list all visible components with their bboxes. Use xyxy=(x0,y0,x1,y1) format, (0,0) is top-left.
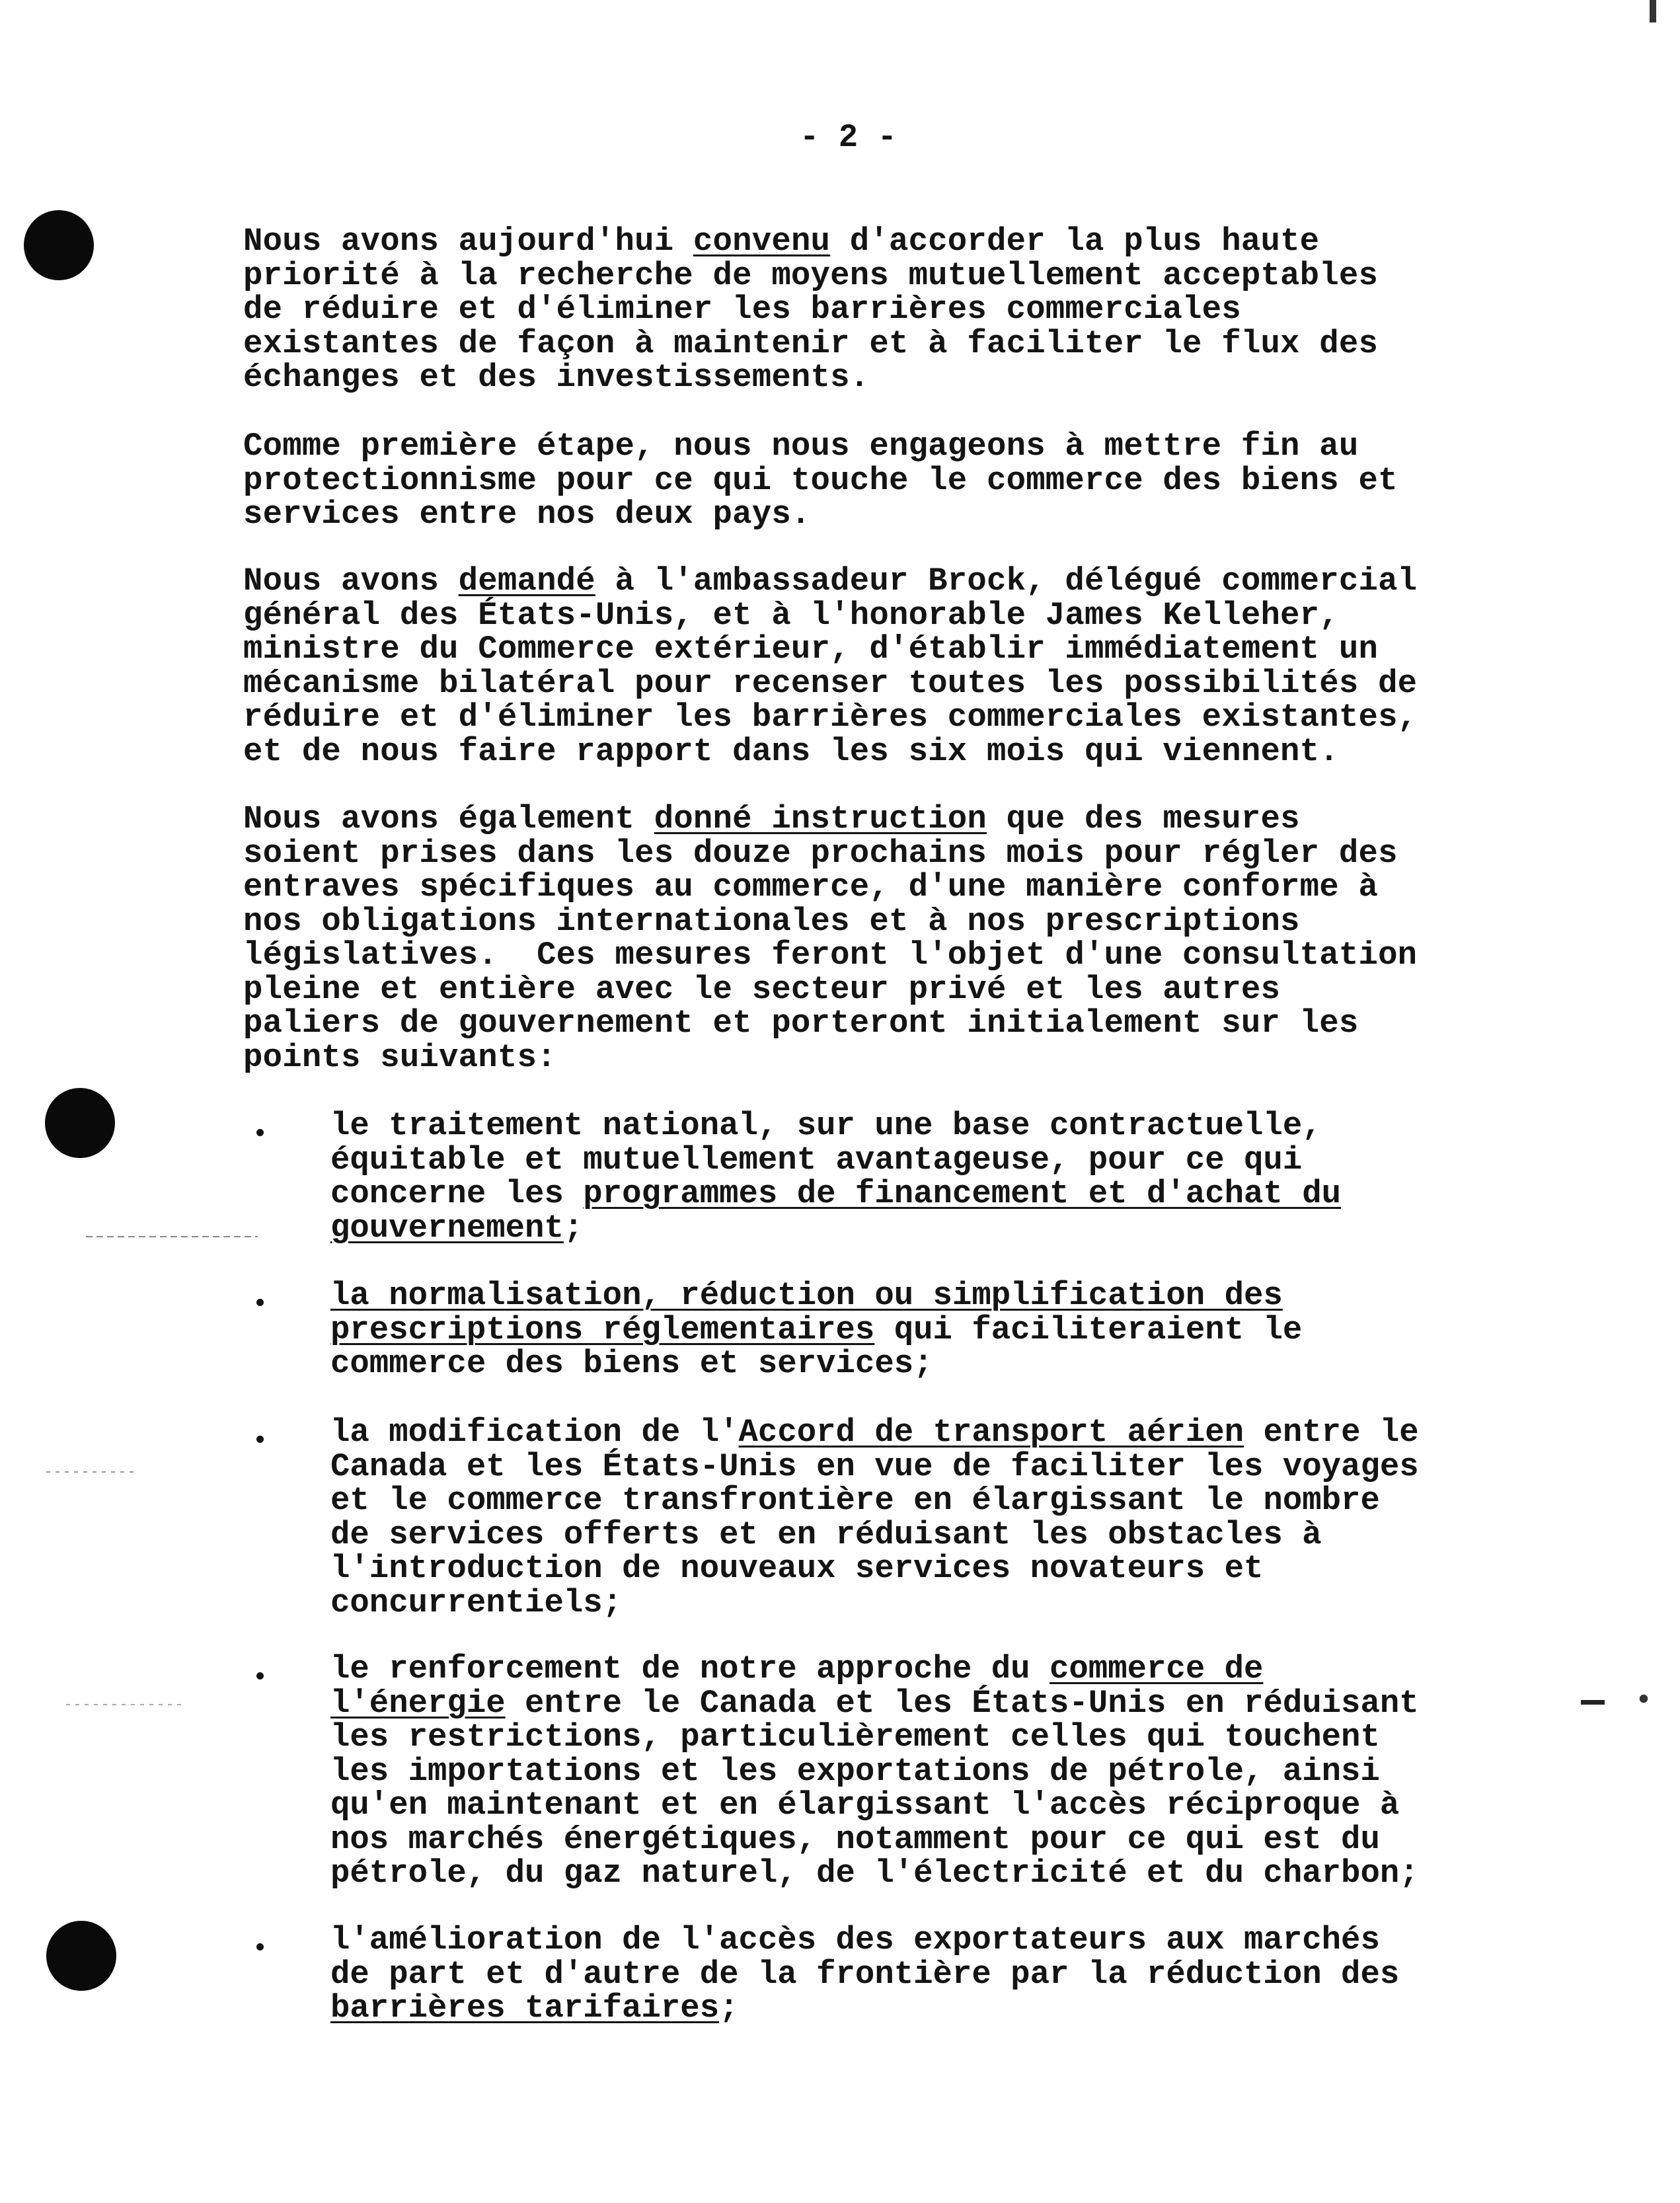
text-line xyxy=(330,1143,1341,1178)
paragraph xyxy=(243,802,1472,1075)
text-line xyxy=(243,732,1472,770)
punch-hole xyxy=(24,210,94,280)
text-run: commerce des biens et services; xyxy=(330,1345,933,1382)
paragraph xyxy=(243,430,1472,532)
text-line xyxy=(243,327,1472,362)
text-run: pétrole, du gaz naturel, de l'électricité et du charbon; xyxy=(330,1855,1419,1892)
text-run: protectionnisme pour ce qui touche le commerce des biens et xyxy=(243,461,1398,499)
text-line xyxy=(243,1007,1472,1041)
scan-mark xyxy=(86,1236,258,1237)
underlined-text: barrières tarifaires xyxy=(330,1990,720,2027)
text-line xyxy=(243,430,1472,464)
text-line xyxy=(330,1586,1419,1621)
bullet-dot xyxy=(256,1129,264,1136)
text-line xyxy=(330,1991,1399,2026)
text-line xyxy=(243,939,1472,973)
underlined-text: l'énergie xyxy=(330,1684,506,1722)
text-line xyxy=(330,1720,1419,1755)
text-run: et de nous faire rapport dans les six mois qui viennent. xyxy=(243,732,1339,770)
text-line xyxy=(243,970,1472,1008)
text-run: réduire et d'éliminer les barrières commerciales existantes, xyxy=(243,699,1418,736)
text-run: mécanisme bilatéral pour recenser toutes les possibilités de xyxy=(243,664,1418,702)
text-line xyxy=(243,596,1472,634)
scan-mark xyxy=(66,1704,185,1705)
text-run: Canada et les États-Unis en vue de faciliter les voyages xyxy=(330,1448,1419,1485)
text-run: et le commerce transfrontière en élargissant le nombre xyxy=(330,1482,1380,1519)
text-run: la modification de l' xyxy=(330,1414,739,1451)
text-run: les restrictions, particulièrement celles qui touchent xyxy=(330,1719,1380,1756)
text-run: concerne les xyxy=(330,1175,584,1212)
text-line xyxy=(330,1416,1419,1450)
bullet-dot xyxy=(256,1943,264,1951)
bullet-text xyxy=(330,1416,1419,1620)
text-run: nos marchés énergétiques, notamment pour ce qui est du xyxy=(330,1820,1380,1858)
text-run: existantes de façon à maintenir et à faciliter le flux des xyxy=(243,325,1379,362)
scan-mark xyxy=(1635,1693,1652,1704)
bullet-text xyxy=(330,1652,1419,1891)
text-run: le traitement national, sur une base contractuelle, xyxy=(330,1107,1322,1144)
underlined-text: Accord de transport aérien xyxy=(738,1414,1244,1451)
text-line xyxy=(243,1038,1472,1076)
text-line xyxy=(330,1923,1399,1958)
text-run: priorité à la recherche de moyens mutuellement acceptables xyxy=(243,256,1379,294)
underlined-text: gouvernement xyxy=(330,1209,564,1247)
bullet-dot xyxy=(256,1436,264,1443)
text-line xyxy=(243,256,1472,294)
bullet-dot xyxy=(256,1299,264,1306)
text-run: Nous avons xyxy=(243,562,459,599)
text-run: que des mesures xyxy=(987,800,1300,837)
scan-mark xyxy=(46,1471,139,1473)
text-line xyxy=(330,1518,1419,1553)
text-run: ministre du Commerce extérieur, d'établir immédiatement un xyxy=(243,631,1379,668)
paragraph xyxy=(243,225,1472,395)
scan-mark xyxy=(1650,0,1656,22)
text-run: soient prises dans les douze prochains mois pour régler des xyxy=(243,834,1398,872)
text-line xyxy=(330,1450,1419,1485)
text-line xyxy=(243,498,1472,532)
text-run: entraves spécifiques au commerce, d'une manière conforme à xyxy=(243,869,1379,906)
underlined-text: convenu xyxy=(693,223,831,260)
underlined-text: programmes de financement et d'achat du xyxy=(583,1175,1342,1212)
text-run: de part et d'autre de la frontière par la réduction des xyxy=(330,1955,1400,1993)
text-run: qu'en maintenant et en élargissant l'accès réciproque à xyxy=(330,1787,1400,1824)
text-line xyxy=(330,1652,1419,1687)
text-line xyxy=(330,1109,1341,1143)
text-run: qui faciliteraient le xyxy=(874,1311,1303,1348)
text-line xyxy=(243,701,1472,735)
text-run: d'accorder la plus haute xyxy=(830,223,1320,260)
text-line xyxy=(330,1279,1302,1313)
text-line xyxy=(330,1684,1419,1722)
text-line xyxy=(330,1789,1419,1823)
text-run: les importations et les exportations de pétrole, ainsi xyxy=(330,1752,1380,1790)
text-run: pleine et entière avec le secteur privé et les autres xyxy=(243,970,1281,1008)
text-run: de services offerts et en réduisant les obstacles à xyxy=(330,1516,1322,1553)
text-line xyxy=(330,1752,1419,1790)
text-run: législatives. Ces mesures feront l'objet d'une consultation xyxy=(243,937,1418,974)
underlined-text: commerce de xyxy=(1049,1650,1264,1687)
text-line xyxy=(243,902,1472,940)
text-line xyxy=(330,1313,1302,1348)
text-line xyxy=(243,361,1472,395)
text-line xyxy=(243,633,1472,667)
text-line xyxy=(330,1857,1419,1891)
text-run: général des États-Unis, et à l'honorable James Kelleher, xyxy=(243,596,1339,634)
text-run: ; xyxy=(563,1209,584,1247)
text-run: nos obligations internationales et à nos prescriptions xyxy=(243,902,1300,940)
text-run: l'introduction de nouveaux services novateurs et xyxy=(330,1550,1264,1587)
text-line xyxy=(243,293,1472,327)
bullet-text xyxy=(330,1923,1399,2026)
text-line xyxy=(330,1177,1341,1212)
text-run: paliers de gouvernement et porteront initialement sur les xyxy=(243,1005,1359,1042)
underlined-text: la normalisation, réduction ou simplification des xyxy=(330,1277,1283,1314)
text-run: de réduire et d'éliminer les barrières commerciales xyxy=(243,291,1241,328)
text-line xyxy=(330,1209,1341,1247)
text-line xyxy=(330,1955,1400,1993)
underlined-text: prescriptions réglementaires xyxy=(330,1311,875,1348)
text-line xyxy=(330,1820,1419,1858)
text-line xyxy=(330,1347,1302,1381)
text-run: Comme première étape, nous nous engageons à mettre fin au xyxy=(243,428,1359,465)
text-run: l'amélioration de l'accès des exportateurs aux marchés xyxy=(330,1921,1380,1958)
text-line xyxy=(243,664,1472,702)
text-line xyxy=(243,461,1472,499)
text-run: échanges et des investissements. xyxy=(243,359,870,396)
text-line xyxy=(243,870,1472,905)
text-run: ; xyxy=(719,1990,739,2027)
bullet-text xyxy=(330,1109,1341,1245)
text-run: points suivants: xyxy=(243,1038,556,1076)
bullet-text xyxy=(330,1279,1302,1381)
text-run: Nous avons également xyxy=(243,800,654,837)
punch-hole xyxy=(46,1921,116,1991)
text-run: entre le Canada et les États-Unis en réduisant xyxy=(505,1684,1419,1722)
paragraph xyxy=(243,564,1472,769)
text-run: concurrentiels; xyxy=(330,1584,623,1621)
underlined-text: donné instruction xyxy=(654,800,987,837)
text-line xyxy=(330,1484,1419,1518)
text-line xyxy=(243,564,1472,599)
text-line xyxy=(243,802,1472,837)
text-line xyxy=(243,225,1472,259)
text-line xyxy=(330,1552,1419,1586)
text-run: le renforcement de notre approche du xyxy=(330,1650,1050,1687)
punch-hole xyxy=(45,1088,115,1158)
scan-mark xyxy=(1581,1700,1605,1705)
page-number: - 2 - xyxy=(800,119,897,156)
text-run: à l'ambassadeur Brock, délégué commercial xyxy=(595,562,1418,599)
bullet-dot xyxy=(256,1672,264,1680)
text-run: Nous avons aujourd'hui xyxy=(243,223,693,260)
underlined-text: demandé xyxy=(458,562,595,599)
text-run: équitable et mutuellement avantageuse, pour ce qui xyxy=(330,1141,1303,1179)
text-run: entre le xyxy=(1244,1414,1419,1451)
text-run: services entre nos deux pays. xyxy=(243,496,811,533)
text-line xyxy=(243,834,1472,872)
